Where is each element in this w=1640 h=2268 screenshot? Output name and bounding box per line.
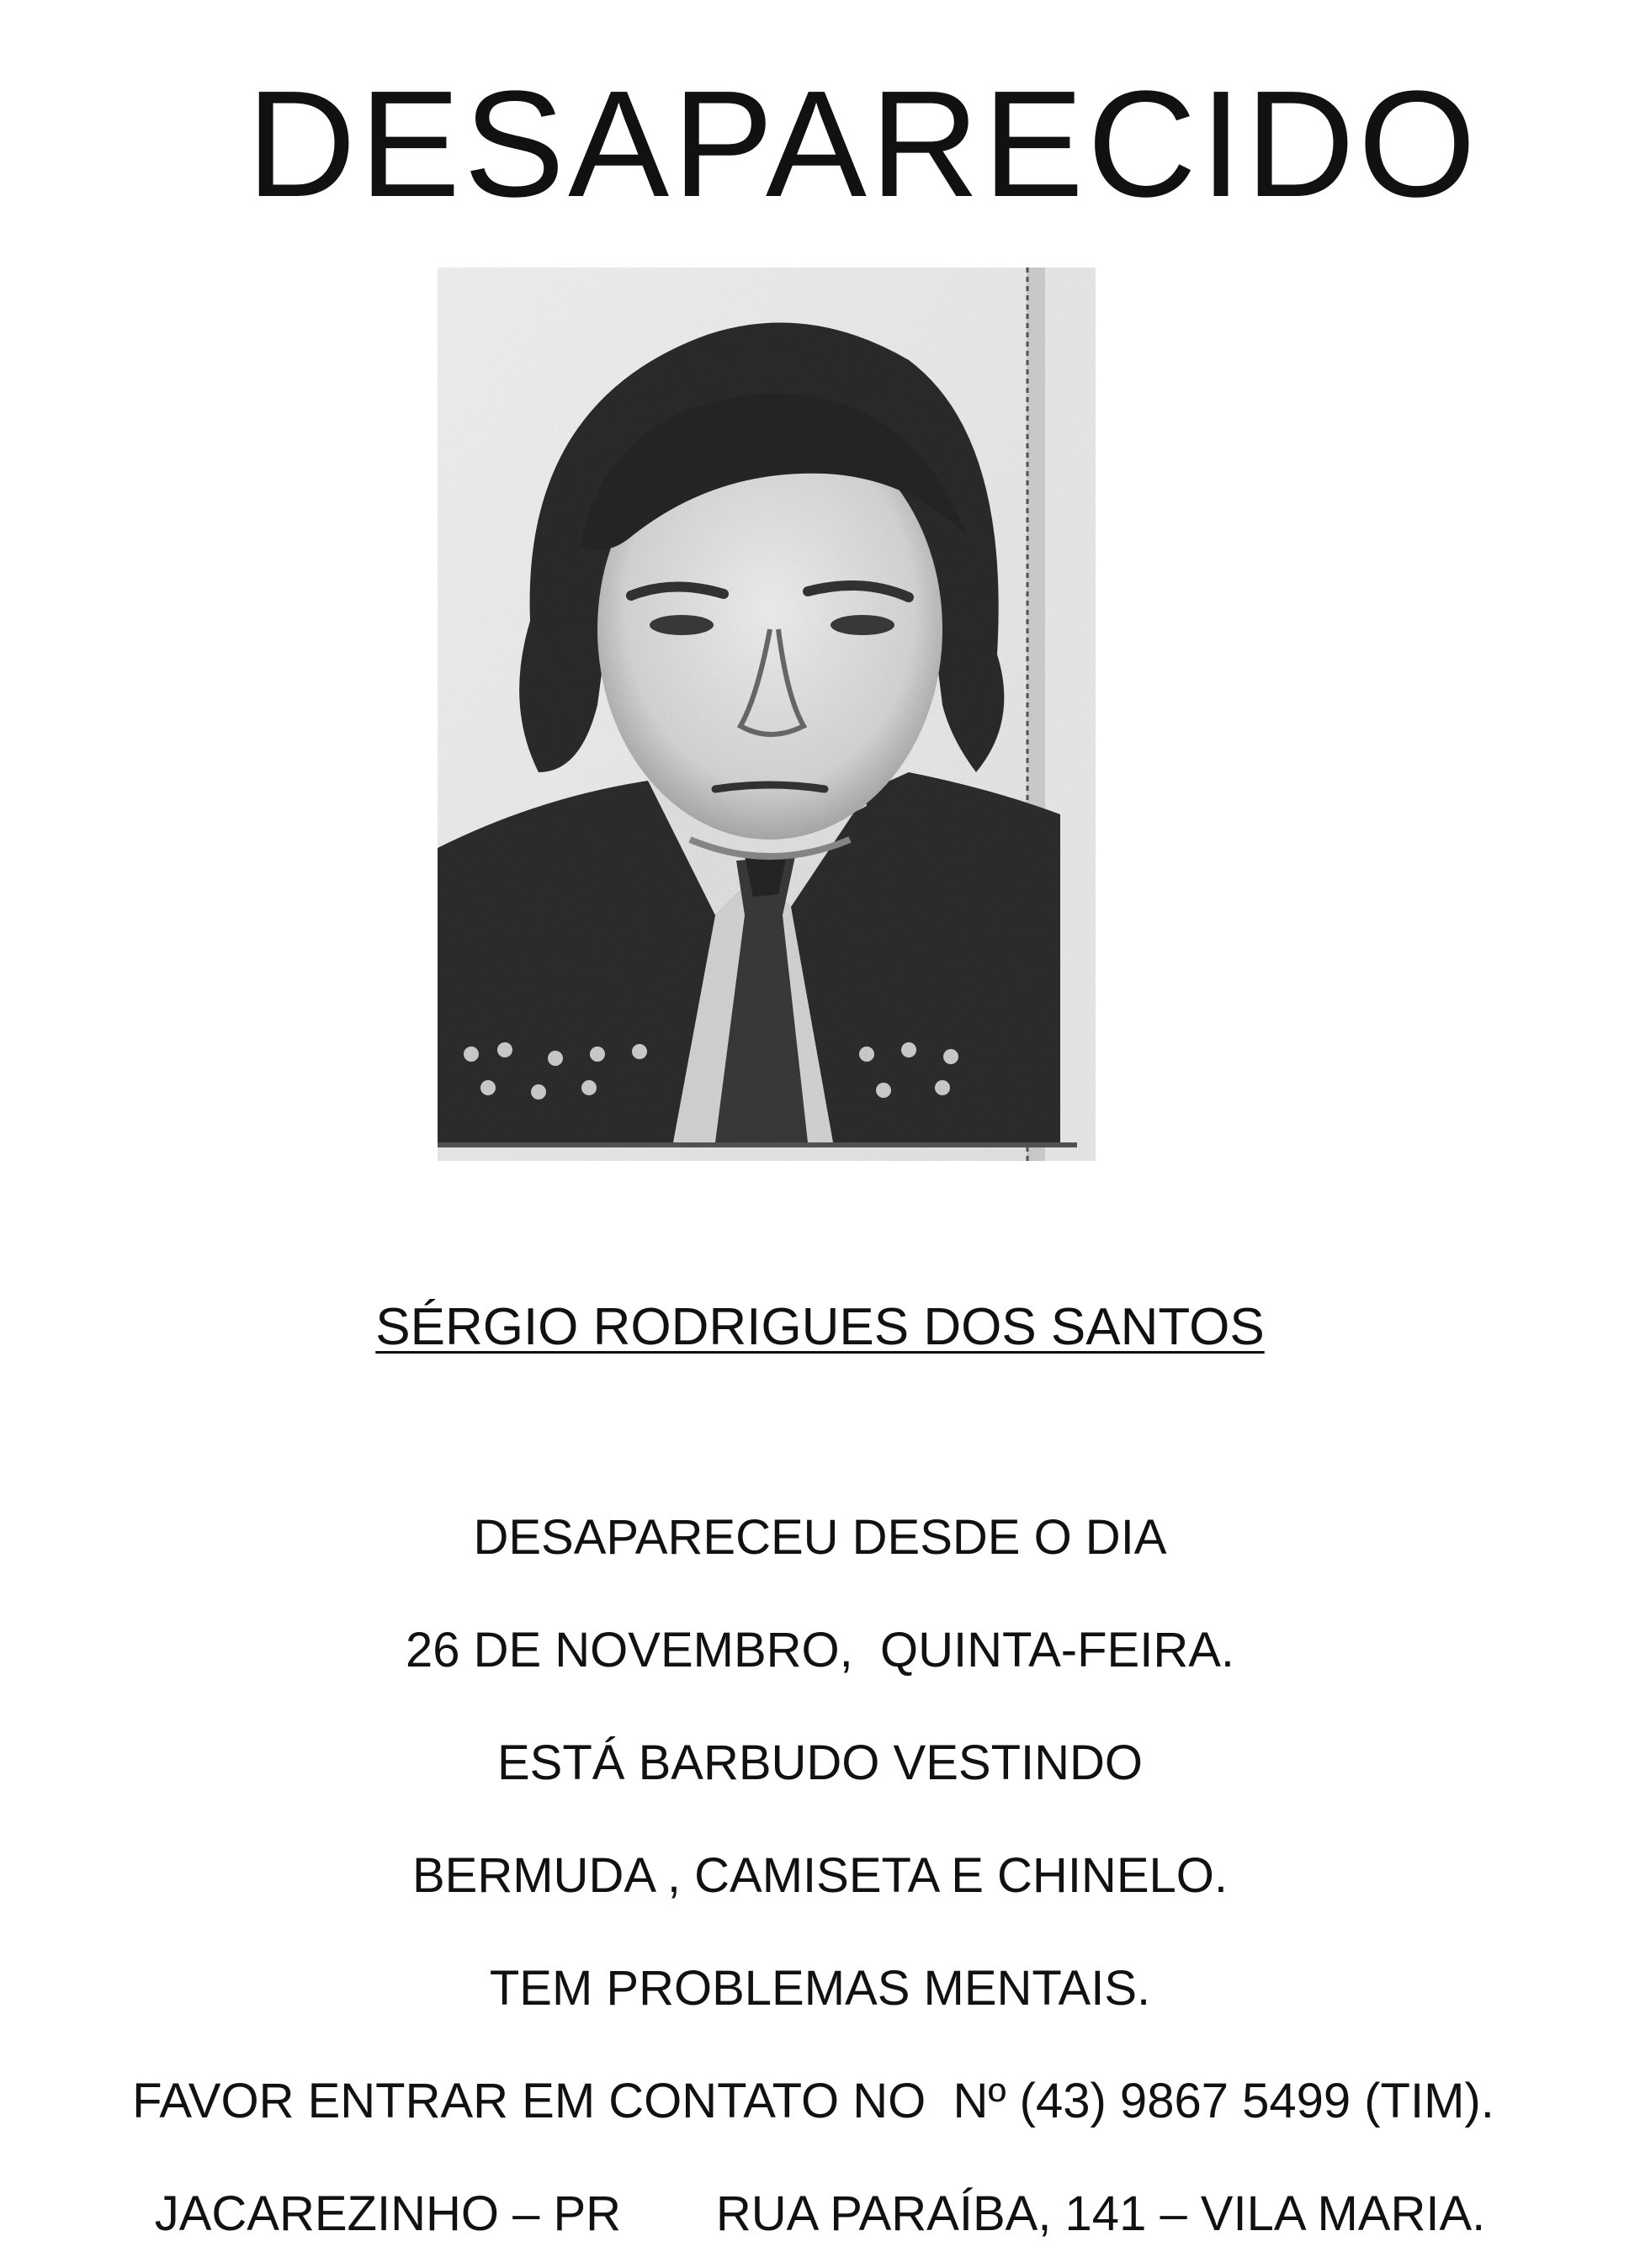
name-text: SÉRGIO RODRIGUES DOS SANTOS <box>375 1298 1265 1356</box>
poster-title: DESAPARECIDO <box>247 60 1479 229</box>
portrait-photo <box>438 268 1111 1161</box>
appearance-line: ESTÁ BARBUDO VESTINDO <box>496 1735 1144 1790</box>
condition-line: TEM PROBLEMAS MENTAIS. <box>489 1961 1151 2016</box>
contact-line: FAVOR ENTRAR EM CONTATO NO Nº (43) 9867 5499 (TIM). <box>132 2074 1494 2128</box>
missing-person-name <box>0 1294 1640 1361</box>
disappeared-since-line: DESAPARECEU DESDE O DIA <box>473 1510 1167 1565</box>
address-line: JACAREZINHO – PR RUA PARAÍBA, 141 – VILA MARIA. <box>154 2186 1486 2241</box>
clothing-line: BERMUDA , CAMISETA E CHINELO. <box>411 1848 1228 1903</box>
date-line: 26 DE NOVEMBRO, QUINTA-FEIRA. <box>405 1623 1235 1677</box>
